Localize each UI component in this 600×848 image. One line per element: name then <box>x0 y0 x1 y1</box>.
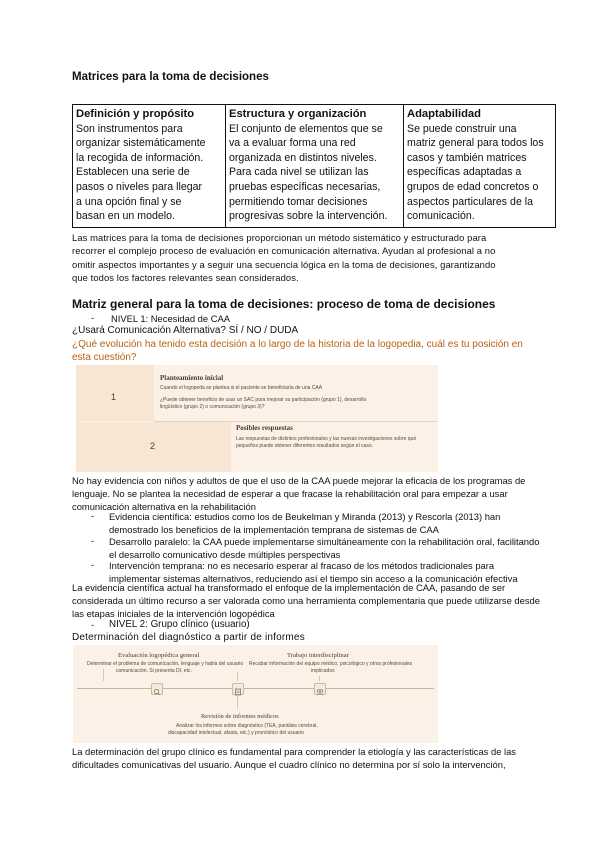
diagnosis-heading: Determinación del diagnóstico a partir de informes <box>72 632 305 643</box>
clinical-group-paragraph <box>72 745 516 771</box>
left-step-title: Evaluación logopédica general <box>118 652 200 659</box>
section-heading-general-matrix: Matriz general para la toma de decisiones: proceso de toma de decisiones <box>72 297 496 311</box>
text-line: basan en un modelo. <box>76 210 175 223</box>
text-line: matriz general para todos los <box>407 137 544 150</box>
document-icon <box>232 683 244 695</box>
step-2-text-2: pequeños puede obtener diferentes resultados según el caso. <box>236 443 374 449</box>
text-line: progresivas sobre la intervención. <box>229 210 388 223</box>
text-line: recorrer el complejo proceso de evaluación en comunicación alternativa. Ayudan al profesional a no <box>72 245 496 257</box>
bottom-step-text-2: discapacidad intelectual, afasia, etc.) y pronóstico del usuario <box>168 730 304 736</box>
step-2-number: 2 <box>150 441 156 451</box>
text-line: demostrado los beneficios de la implementación temprana de sistemas de CAA <box>109 524 439 535</box>
nivel-1-label: NIVEL 1: Necesidad de CAA <box>111 313 230 324</box>
decision-matrix-table <box>72 104 556 228</box>
text-line: Desarrollo paralelo: la CAA puede implementarse simultáneamente con la rehabilitación oral, facilitando <box>109 536 540 547</box>
text-line: Para cada nivel se utilizan las <box>229 166 369 179</box>
bullet-dash: - <box>91 510 95 521</box>
text-line: La determinación del grupo clínico es fundamental para comprender la etiología y las características de las <box>72 746 516 757</box>
text-line: Intervención temprana: no es necesario esperar al fracaso de los métodos tradicionales para <box>109 560 495 571</box>
connector-left <box>103 669 104 681</box>
matrix-text-definition <box>76 122 222 224</box>
text-line: La evidencia científica actual ha transformado el enfoque de la implementación de CAA, pasando de ser <box>72 582 506 593</box>
timeline-line <box>77 688 434 689</box>
decision-steps-figure <box>76 365 438 472</box>
left-step-text-1: Determinar el problema de comunicación, lenguaje y habla del usuario <box>87 661 244 667</box>
intro-paragraph <box>72 231 496 284</box>
bullet-dash: - <box>91 535 95 546</box>
matrix-text-adaptability <box>407 122 552 224</box>
text-line: específicas adaptadas a <box>407 166 522 179</box>
bullet-dash: - <box>91 559 95 570</box>
matrix-cell-structure <box>226 105 404 228</box>
step-1-title: Planteamiento inicial <box>160 374 224 382</box>
text-line: organizada en distintos niveles. <box>229 151 377 164</box>
matrix-cell-adaptability <box>404 105 556 228</box>
matrix-header-adaptability: Adaptabilidad <box>407 108 481 120</box>
text-line: Establecen una serie de <box>76 166 190 179</box>
step-1-text-1: Cuando el logopeda se plantea si el paciente se beneficiaría de una CAA <box>160 385 323 391</box>
scientific-paragraph <box>72 581 540 620</box>
text-line: lenguaje. No se plantea la necesidad de esperar a que fracase la rehabilitación oral para empezar a usar <box>72 488 508 499</box>
text-line: No hay evidencia con niños y adultos de que el uso de la CAA puede mejorar la eficacia de los programas de <box>72 475 526 486</box>
text-line: permitiendo tomar decisiones <box>229 195 368 208</box>
matrix-header-structure: Estructura y organización <box>229 108 367 120</box>
evidence-paragraph <box>72 474 525 513</box>
text-line: Son instrumentos para <box>76 122 183 135</box>
text-line: esta cuestión? <box>72 352 137 363</box>
text-line: pruebas específicas necesarias, <box>229 180 381 193</box>
text-line: considerada un último recurso a ser valorada como una herramienta complementaria que puede utilizarse desde <box>72 595 540 606</box>
bullet-dash: - <box>91 312 95 323</box>
step-2-title: Posibles respuestas <box>236 424 293 432</box>
text-line: implementar sistemas alternativos, reduciendo así el tiempo sin acceso a la comunicación efectiva <box>109 573 518 584</box>
bottom-step-text-1: Analizar los informes sobre diagnóstico (TEA, parálisis cerebral, <box>176 723 318 729</box>
text-line: Evidencia científica: estudios como los de Beukelman y Miranda (2013) y Rescorla (2013) han <box>109 511 501 522</box>
nivel-2-label: NIVEL 2: Grupo clínico (usuario) <box>109 619 250 630</box>
text-line: comunicación. <box>407 210 475 223</box>
connector-bottom <box>237 695 238 709</box>
text-line: que todos los factores relevantes sean considerados. <box>72 271 299 283</box>
right-step-text-2: implicados <box>311 668 335 674</box>
search-icon <box>151 683 163 695</box>
text-line: las etapas iniciales de la intervención logopédica <box>72 608 275 619</box>
bullet-scientific-evidence <box>109 510 500 536</box>
text-line: dificultades comunicativas del usuario. Aunque el cuadro clínico no determina por sí solo la intervención, <box>72 759 506 770</box>
matrix-header-definition: Definición y propósito <box>76 108 195 120</box>
bottom-step-title: Revisión de informes médicos <box>201 713 279 720</box>
text-line: pasos o niveles para llegar <box>76 180 203 193</box>
text-line: el desarrollo comunicativo desde múltiples perspectivas <box>109 549 341 560</box>
step-1-text-3: lingüístico (grupo 2) o comunicación (grupo 3)? <box>160 404 265 410</box>
right-step-title: Trabajo interdisciplinar <box>287 652 349 659</box>
text-line: comunicación alternativa en la rehabilitación <box>72 501 256 512</box>
text-line: organizar sistemáticamente <box>76 137 206 150</box>
matrix-cell-definition <box>73 105 226 228</box>
text-line: Las matrices para la toma de decisiones proporcionan un método sistemático y estructurado para <box>72 232 487 243</box>
bullet-dash: - <box>91 619 95 630</box>
bullet-parallel-development <box>109 535 539 561</box>
step-1-number: 1 <box>111 392 117 402</box>
connector-right <box>319 676 320 681</box>
caa-question: ¿Usará Comunicación Alternativa? SÍ / NO / DUDA <box>72 325 299 336</box>
text-line: aspectos particulares de la <box>407 195 534 208</box>
left-step-text-2: comunicación. Si presenta DI, etc. <box>116 668 192 674</box>
step-1-text-2: ¿Puede obtener beneficio de usar un SAC para mejorar su participación (grupo 1), desarrollo <box>160 397 367 403</box>
text-line: va a evaluar forma una red <box>229 137 356 150</box>
connector-center <box>237 672 238 681</box>
text-line: ¿Qué evolución ha tenido esta decisión a lo largo de la historia de la logopedia, cuál es tu posición en <box>72 339 523 350</box>
text-line: grupos de edad concretos o <box>407 180 539 193</box>
diagnosis-timeline-figure <box>73 645 438 743</box>
team-icon <box>314 683 326 695</box>
text-line: omitir aspectos importantes y a seguir una secuencia lógica en la toma de decisiones, garantizando <box>72 258 496 270</box>
text-line: Se puede construir una <box>407 122 517 135</box>
matrix-text-structure <box>229 122 400 224</box>
text-line: casos y también matrices <box>407 151 527 164</box>
page-title: Matrices para la toma de decisiones <box>72 71 269 83</box>
history-question <box>72 338 523 364</box>
text-line: la recogida de información. <box>76 151 204 164</box>
step-2-text-1: Las respuestas de distintos profesionales y las nuevas investigaciones sobre qué <box>236 436 417 442</box>
text-line: El conjunto de elementos que se <box>229 122 383 135</box>
right-step-text-1: Recabar información del equipo médico, psicológico y otros profesionales <box>249 661 413 667</box>
text-line: a una opción final y se <box>76 195 182 208</box>
